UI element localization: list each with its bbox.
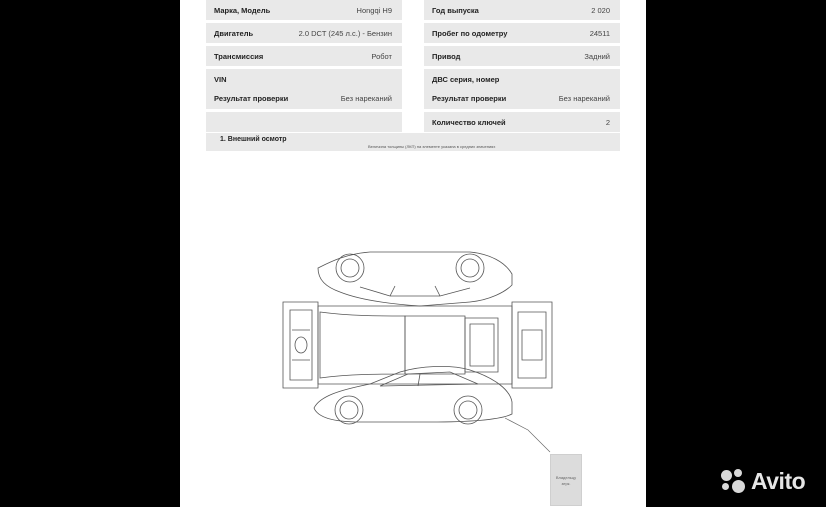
wheel-top-left xyxy=(336,254,364,282)
side-note-box xyxy=(550,454,582,506)
keys-label: Количество ключей xyxy=(432,118,506,127)
section-note: Величина толщины (ЛКП) на элементе указана в средних значениях xyxy=(368,144,496,149)
avito-logo-text: Avito xyxy=(751,467,806,494)
drive-label: Привод xyxy=(432,52,461,61)
year-label: Год выпуска xyxy=(432,6,479,15)
note-leader-line xyxy=(505,418,550,452)
make-model-value: Hongqi H9 xyxy=(356,6,392,15)
hood-panel xyxy=(320,312,405,378)
engine-value: 2.0 DCT (245 л.с.) - Бензин xyxy=(298,29,392,38)
engine-label: Двигатель xyxy=(214,29,254,38)
keys-value: 2 xyxy=(605,118,610,127)
wheel-bottom-right xyxy=(454,396,482,424)
car-front-outline xyxy=(283,302,318,388)
odometer-label: Пробег по одометру xyxy=(432,29,508,38)
engine-check-value: Без нареканий xyxy=(558,94,610,103)
roof-panel xyxy=(405,316,465,374)
avito-logo-icon xyxy=(719,467,747,495)
make-model-label: Марка, Модель xyxy=(214,6,271,15)
avito-watermark xyxy=(719,467,805,495)
engine-serial-label: ДВС серия, номер xyxy=(432,75,500,84)
wheel-bottom-left xyxy=(335,396,363,424)
drive-value: Задний xyxy=(584,52,610,61)
engine-check-label: Результат проверки xyxy=(432,94,507,103)
transmission-label: Трансмиссия xyxy=(214,52,264,61)
transmission-value: Робот xyxy=(371,52,392,61)
side-note-text: Владельцу зерк. xyxy=(555,475,577,486)
wheel-top-right xyxy=(456,254,484,282)
vin-check-label: Результат проверки xyxy=(214,94,289,103)
car-side-top-outline xyxy=(318,252,512,306)
car-side-bottom-outline xyxy=(314,366,512,422)
year-value: 2 020 xyxy=(591,6,610,15)
vin-label: VIN xyxy=(214,75,227,84)
section-title: 1. Внешний осмотр xyxy=(220,136,287,143)
vin-check-value: Без нареканий xyxy=(340,94,392,103)
odometer-value: 24511 xyxy=(589,29,610,38)
